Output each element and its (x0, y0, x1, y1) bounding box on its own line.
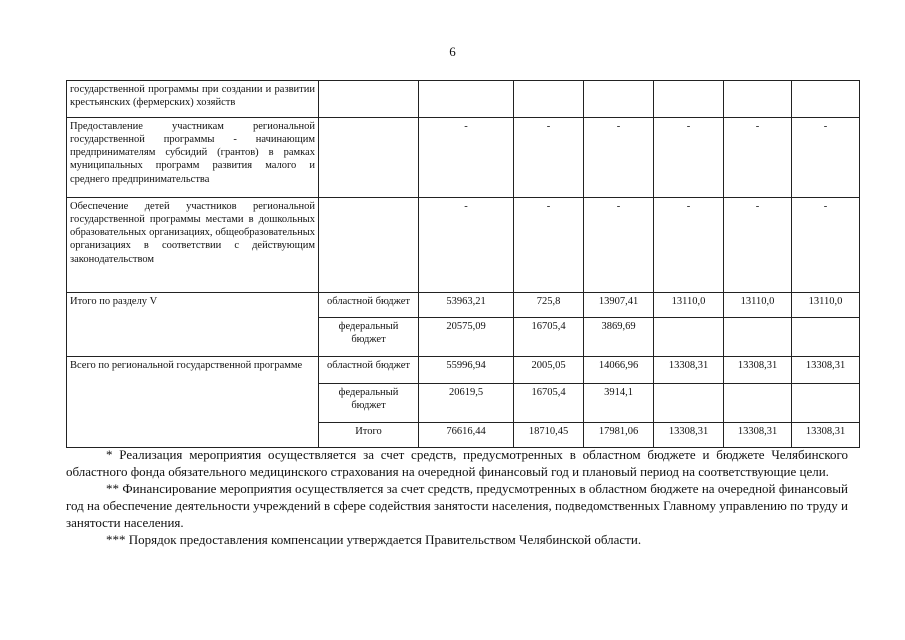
value-cell: 76616,44 (419, 423, 514, 448)
value-cell: 13308,31 (654, 423, 724, 448)
row-description: Обеспечение детей участников региональной государственной программы местами в дошкольных образовательных организациях, общеобразовательных организациях в соответствии с действующим законодательством (67, 198, 319, 293)
value-cell: - (792, 198, 860, 293)
row-description: государственной программы при создании и развитии крестьянских (фермерских) хозяйств (67, 81, 319, 118)
value-cell: 13110,0 (792, 293, 860, 318)
value-cell: - (584, 198, 654, 293)
section-total-label: Итого по разделу V (67, 293, 319, 357)
funding-source (319, 198, 419, 293)
value-cell (724, 384, 792, 423)
value-cell: 16705,4 (514, 384, 584, 423)
table-row (67, 293, 860, 318)
value-cell: - (724, 198, 792, 293)
footnotes (66, 446, 848, 548)
footnote: *** Порядок предоставления компенсации утверждается Правительством Челябинской области. (106, 532, 642, 547)
value-cell: 725,8 (514, 293, 584, 318)
funding-source: федеральный бюджет (319, 318, 419, 357)
table-row (67, 118, 860, 198)
program-total-label: Всего по региональной государственной программе (67, 357, 319, 448)
value-cell: 20575,09 (419, 318, 514, 357)
funding-source (319, 118, 419, 198)
funding-source (319, 81, 419, 118)
value-cell (724, 318, 792, 357)
value-cell: 13308,31 (724, 423, 792, 448)
value-cell: 17981,06 (584, 423, 654, 448)
funding-source: областной бюджет (319, 357, 419, 384)
value-cell (792, 81, 860, 118)
value-cell (654, 318, 724, 357)
value-cell: - (514, 118, 584, 198)
value-cell: 13907,41 (584, 293, 654, 318)
value-cell: - (514, 198, 584, 293)
funding-source: областной бюджет (319, 293, 419, 318)
funding-source: федеральный бюджет (319, 384, 419, 423)
value-cell: 55996,94 (419, 357, 514, 384)
table-row (67, 81, 860, 118)
table-row (67, 198, 860, 293)
value-cell (584, 81, 654, 118)
value-cell: - (584, 118, 654, 198)
footnote: * Реализация мероприятия осуществляется за счет средств, предусмотренных в областном бюджете и бюджете Челябинского областного фонда обязательного медицинского страхования на очередной финансовый год и плановый период на соответствующие цели. (66, 447, 848, 479)
table-row (67, 357, 860, 384)
value-cell: 2005,05 (514, 357, 584, 384)
row-description: Предоставление участникам региональной государственной программы - начинающим предпринимателям субсидий (грантов) в рамках муниципальных программ развития малого и среднего предпринимательства (67, 118, 319, 198)
value-cell: 18710,45 (514, 423, 584, 448)
budget-table (66, 80, 860, 448)
value-cell: - (419, 198, 514, 293)
value-cell: 13308,31 (654, 357, 724, 384)
funding-source: Итого (319, 423, 419, 448)
value-cell: 16705,4 (514, 318, 584, 357)
value-cell: 3914,1 (584, 384, 654, 423)
value-cell: - (654, 198, 724, 293)
value-cell: 14066,96 (584, 357, 654, 384)
value-cell: 3869,69 (584, 318, 654, 357)
value-cell: - (654, 118, 724, 198)
value-cell: 20619,5 (419, 384, 514, 423)
value-cell: - (724, 118, 792, 198)
value-cell: - (419, 118, 514, 198)
value-cell (514, 81, 584, 118)
value-cell: 53963,21 (419, 293, 514, 318)
value-cell (792, 384, 860, 423)
value-cell (792, 318, 860, 357)
value-cell (724, 81, 792, 118)
value-cell (419, 81, 514, 118)
value-cell: 13308,31 (724, 357, 792, 384)
footnote: ** Финансирование мероприятия осуществляется за счет средств, предусмотренных в областном бюджете на очередной финансовый год на обеспечение деятельности учреждений в сфере содействия занятости населения, подведомственных Главному управлению по труду и занятости населения. (66, 481, 848, 530)
value-cell: - (792, 118, 860, 198)
value-cell (654, 81, 724, 118)
value-cell: 13110,0 (654, 293, 724, 318)
value-cell: 13110,0 (724, 293, 792, 318)
page-number: 6 (449, 44, 456, 59)
value-cell: 13308,31 (792, 357, 860, 384)
value-cell: 13308,31 (792, 423, 860, 448)
value-cell (654, 384, 724, 423)
